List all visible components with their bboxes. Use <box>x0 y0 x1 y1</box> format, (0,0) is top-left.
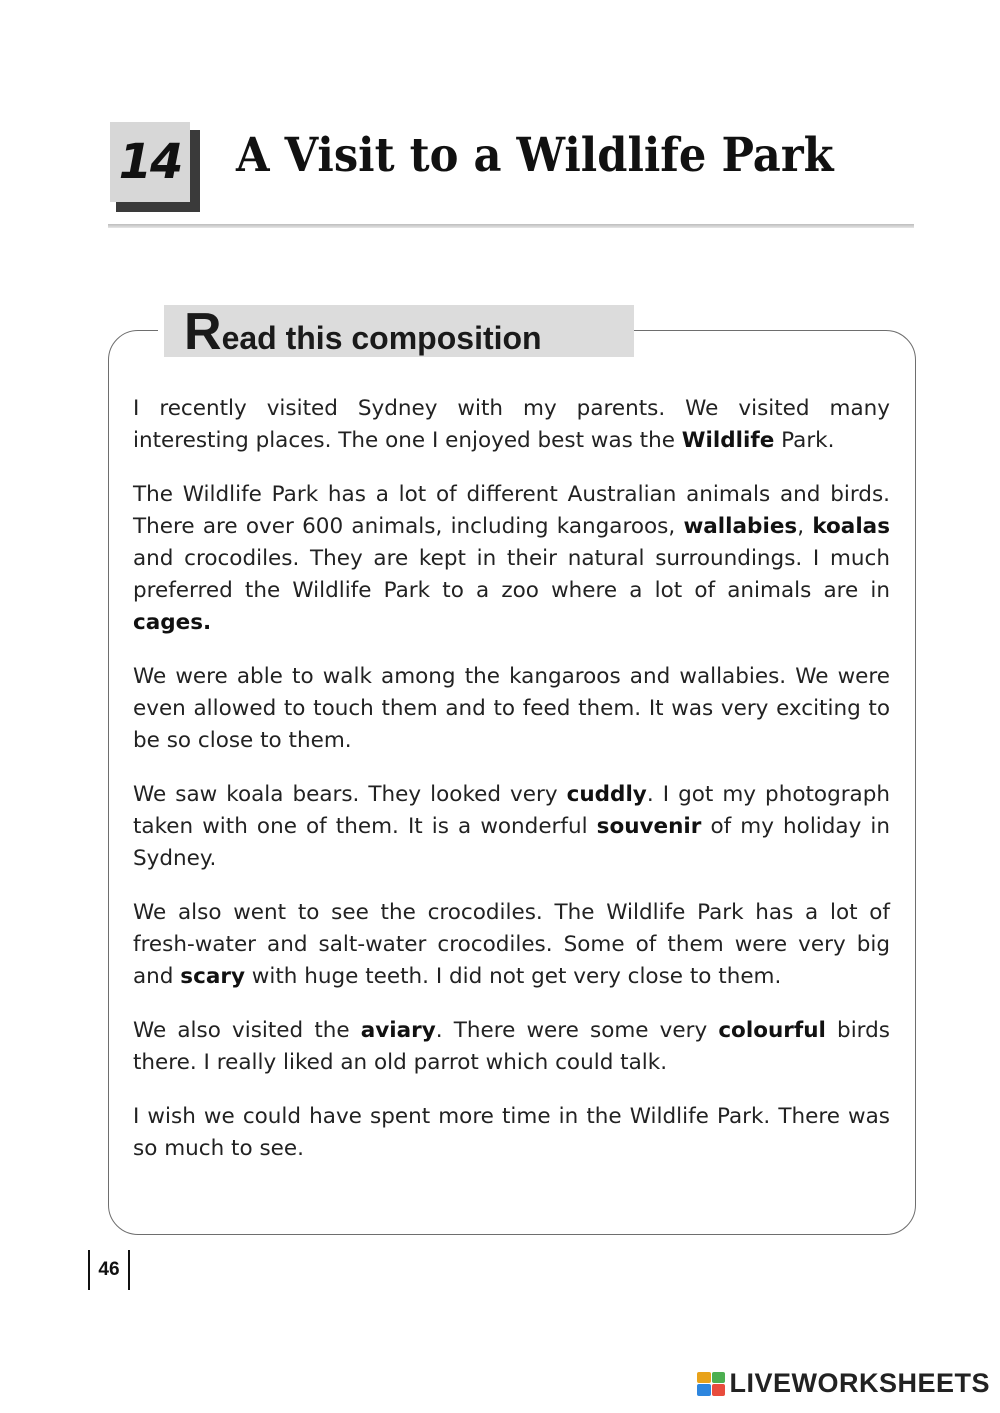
paragraph <box>133 393 890 457</box>
text-run: . There were some very <box>435 1018 719 1043</box>
watermark <box>697 1368 990 1399</box>
keyword: colourful <box>718 1018 826 1043</box>
text-run: We also went to see the crocodiles. The Wildlife Park has a lot of fresh-water and salt-water crocodiles. Some of them were very big and <box>133 900 890 989</box>
watermark-text: LIVEWORKSHEETS <box>729 1368 990 1398</box>
chapter-title: A Visit to a Wildlife Park <box>236 128 834 183</box>
keyword: aviary <box>360 1018 436 1043</box>
chapter-number-badge <box>110 122 200 212</box>
text-run: We were able to walk among the kangaroos and wallabies. We were even allowed to touch them and to feed them. It was very exciting to be so close to them. <box>133 664 890 753</box>
paragraph <box>133 897 890 993</box>
paragraph <box>133 661 890 757</box>
keyword: scary <box>180 964 245 989</box>
section-heading <box>184 305 542 365</box>
text-run: birds there. I really liked an old parrot which could talk. <box>133 1018 890 1075</box>
badge-face <box>110 122 190 202</box>
text-run: I recently visited Sydney with my parents. We visited many interesting places. The one I enjoyed best was the <box>133 396 890 453</box>
text-run: Park. <box>774 428 835 453</box>
keyword: koalas <box>812 514 890 539</box>
paragraph <box>133 1101 890 1165</box>
text-run: and crocodiles. They are kept in their natural surroundings. I much preferred the Wildlife Park to a zoo where a lot of animals are in <box>133 546 890 603</box>
text-run: We also visited the <box>133 1018 361 1043</box>
logo-square <box>712 1384 726 1396</box>
liveworksheets-logo-icon <box>697 1372 725 1396</box>
text-run: with huge teeth. I did not get very close to them. <box>244 964 782 989</box>
logo-square <box>697 1384 711 1396</box>
text-run: , <box>797 514 813 539</box>
logo-square <box>712 1372 726 1384</box>
text-run: We saw koala bears. They looked very <box>133 782 567 807</box>
section-heading-tab <box>158 305 634 359</box>
keyword: cuddly <box>566 782 647 807</box>
composition-text <box>133 393 890 1187</box>
paragraph <box>133 479 890 639</box>
keyword: Wildlife <box>681 428 775 453</box>
text-run: The Wildlife Park has a lot of different Australian animals and birds. There are over 600 animals, including kangaroos, <box>133 482 890 539</box>
keyword: souvenir <box>596 814 702 839</box>
title-divider <box>108 224 914 228</box>
paragraph <box>133 1015 890 1079</box>
keyword: wallabies <box>683 514 798 539</box>
text-run: I wish we could have spent more time in the Wildlife Park. There was so much to see. <box>133 1104 890 1161</box>
keyword: cages. <box>133 610 212 635</box>
paragraph <box>133 779 890 875</box>
section-heading-initial: R <box>184 303 222 361</box>
text-run: . I got my photograph taken with one of them. It is a wonderful <box>133 782 890 839</box>
section-heading-rest: ead this composition <box>221 320 542 356</box>
logo-square <box>697 1372 711 1384</box>
chapter-number: 14 <box>118 134 182 190</box>
page-number: 46 <box>88 1250 130 1290</box>
text-run: of my holiday in Sydney. <box>133 814 890 871</box>
